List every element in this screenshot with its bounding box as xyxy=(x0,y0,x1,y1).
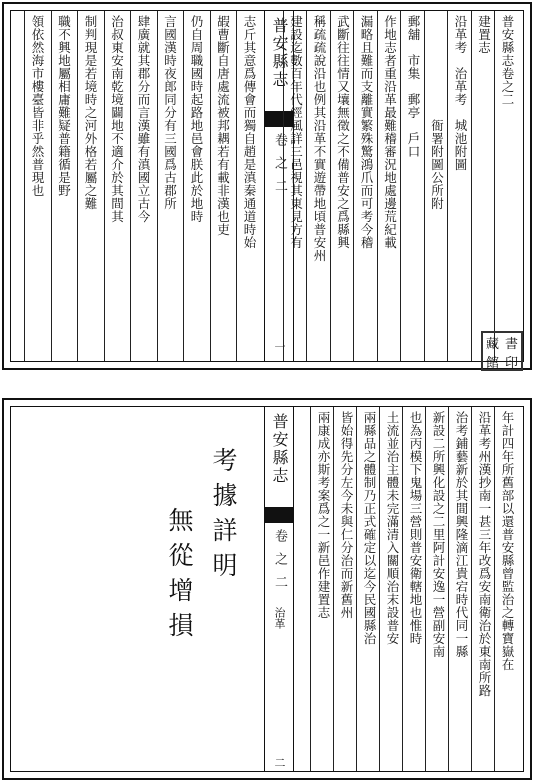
text-column: 建設迄數百年代經風詳三邑視其東見方有 xyxy=(288,15,304,249)
page-number: 二 xyxy=(273,757,286,768)
text-column: 建置志 xyxy=(476,15,492,54)
seal-char: 藏 xyxy=(485,337,499,352)
seal-char: 館 xyxy=(485,356,499,371)
column-rule xyxy=(130,11,131,361)
column-rule xyxy=(306,11,307,361)
column-rule xyxy=(51,11,52,361)
column-rule xyxy=(210,11,211,361)
column-rule xyxy=(471,407,472,771)
text-column: 新設二所興化設之二里阿計安逸一營副安南 xyxy=(431,411,446,658)
text-column: 土流並治主體未完滿清入關順治末設普安 xyxy=(385,411,400,645)
column-rule xyxy=(400,11,401,361)
text-column: 普安縣志卷之二 xyxy=(500,15,515,106)
text-column: 治叔東安南乾境闢地不適介於其間其 xyxy=(109,15,125,223)
column-rule xyxy=(425,407,426,771)
text-column: 也為丙模下鬼場三營則普安衛轄地也惟時 xyxy=(408,411,423,645)
column-rule xyxy=(77,11,78,361)
column-rule xyxy=(333,407,334,771)
column-rule xyxy=(310,407,311,771)
column-rule xyxy=(377,11,378,361)
book-title: 普安縣志 xyxy=(270,17,289,89)
text-column: 領依然海市樓臺皆非乎然普現也 xyxy=(30,15,45,197)
text-column: 皆始得先分左今未與仁分治而新舊州 xyxy=(339,411,354,619)
book-title: 普安縣志 xyxy=(270,413,289,485)
text-column: 言國漢時夜郎同分有三國爲古郡所 xyxy=(162,15,178,210)
lower-center-strip xyxy=(264,407,294,771)
text-column: 稱疏疏說沿也例其沿革不實遊帶地頃普安州 xyxy=(312,15,327,262)
text-column: 武斷往往情又壤無徵之不備普安之爲縣興 xyxy=(335,15,351,249)
text-column: 年計四年所舊部以還普安縣曾監治之轉寶嶽在 xyxy=(500,411,515,671)
column-rule xyxy=(330,11,331,361)
text-column: 郵舖 市集 郵亭 戶口 xyxy=(406,15,421,158)
upper-page-frame xyxy=(10,10,524,371)
text-column: 仍自周職國時起路地邑會朕此於地時 xyxy=(189,15,204,223)
text-column: 沿革考 治革考 城池附圖 xyxy=(453,15,468,171)
volume-label: 卷之二 xyxy=(272,133,287,202)
text-column: 治考鋪藝新於其間興隆滴江貴宕時代同一縣 xyxy=(454,411,469,658)
column-rule xyxy=(471,11,472,361)
text-column: 職不興地屬相庸難疑普籍循是野 xyxy=(56,15,72,197)
column-rule xyxy=(402,407,403,771)
page-number: 一 xyxy=(273,341,286,352)
lower-page xyxy=(2,398,532,780)
column-rule xyxy=(236,11,237,361)
column-rule xyxy=(283,11,284,361)
upper-page xyxy=(2,2,532,370)
column-rule xyxy=(353,11,354,361)
text-column: 志斤其意爲傳會而獨自趙是滇秦通道時始 xyxy=(242,15,257,249)
column-rule xyxy=(356,407,357,771)
column-rule xyxy=(379,407,380,771)
text-column: 兩康成亦斯考案爲之一新邑作建置志 xyxy=(316,411,331,619)
seal-char: 印 xyxy=(504,356,518,371)
text-column: 兩縣品之體制乃正式確定以迄今民國縣治 xyxy=(362,411,377,645)
text-column: 漏略且難而支離實繁殊驚鴻爪而可考今稽 xyxy=(359,15,374,249)
column-rule xyxy=(494,407,495,771)
column-rule xyxy=(424,11,425,361)
column-rule xyxy=(494,11,495,361)
column-rule xyxy=(157,11,158,361)
column-rule xyxy=(104,11,105,361)
text-column: 制判現是若境時之河外格若屬之難 xyxy=(83,15,98,210)
section-label: 治革 xyxy=(273,607,286,629)
text-column: 沿革考州漢抄南一甚三年改爲安南衛治於東南所路 xyxy=(477,411,492,697)
column-rule xyxy=(183,11,184,361)
lower-page-frame xyxy=(10,406,524,772)
fishtail-mark xyxy=(265,507,293,523)
credit-line-1: 考據詳明 xyxy=(209,447,238,587)
volume-label: 卷之二 xyxy=(272,529,287,598)
column-rule xyxy=(447,11,448,361)
column-rule xyxy=(24,11,25,361)
seal-char: 書 xyxy=(504,337,518,352)
column-rule xyxy=(448,407,449,771)
text-column: 衙署附圖公所附 xyxy=(429,15,445,210)
text-column: 作地志者重沿革最難稽審況地處邊荒紀載 xyxy=(382,15,398,249)
library-seal xyxy=(481,331,523,371)
text-column: 嘏曹斷自唐處流被邦耦若有載非漢也吏 xyxy=(215,15,231,236)
credit-line-2: 無從增損 xyxy=(165,507,194,647)
text-column: 肆廣就其郡分而言漢雖有滇國立古今 xyxy=(136,15,151,223)
